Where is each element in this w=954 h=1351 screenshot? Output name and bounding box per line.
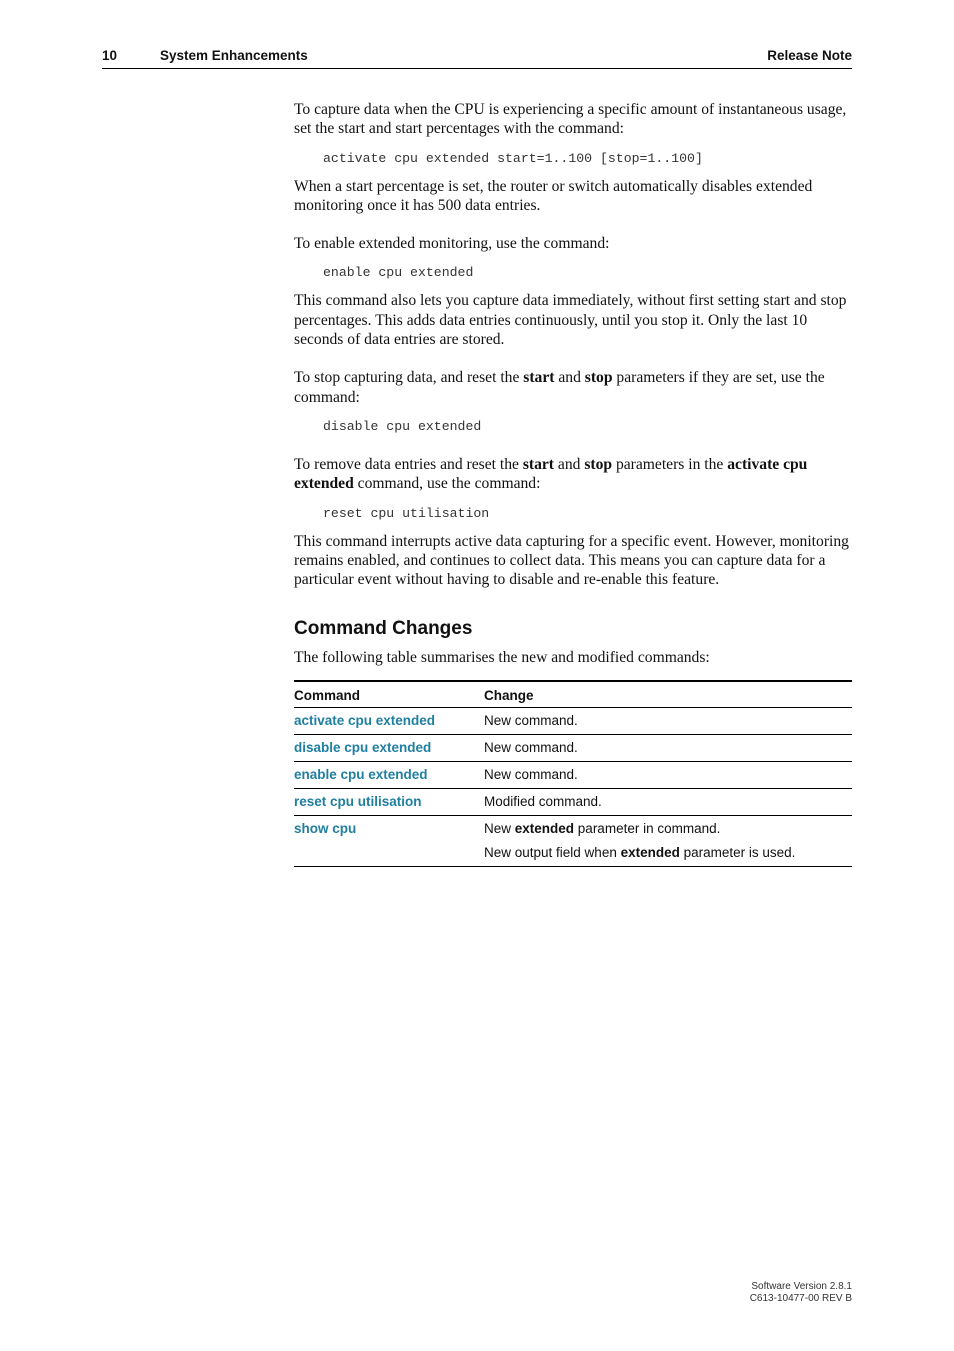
page-header <box>102 47 852 69</box>
page-number: 10 <box>102 48 118 63</box>
paragraph-1: To capture data when the CPU is experiencing a specific amount of instantaneous usage, set the start and start percentages with the command: <box>294 101 847 138</box>
change-cell: New command. <box>484 761 852 788</box>
text: parameter is used. <box>679 844 796 860</box>
doc-type: Release Note <box>767 48 852 63</box>
command-table <box>294 680 852 867</box>
bold-command: activate cpu extended <box>294 455 808 493</box>
column-header-command: Command <box>294 681 484 708</box>
text: To stop capturing data, and reset the <box>294 369 524 387</box>
section-heading: Command Changes <box>294 618 473 640</box>
paragraph-3: To enable extended monitoring, use the command: <box>294 235 610 253</box>
table-intro: The following table summarises the new and modified commands: <box>294 649 710 667</box>
bold-extended: extended <box>620 844 680 860</box>
table-header-row <box>294 681 852 708</box>
table-row <box>294 788 852 815</box>
command-link-enable-cpu-extended[interactable]: enable cpu extended <box>294 766 428 782</box>
paragraph-4: This command also lets you capture data immediately, without first setting start and stop percentages. This adds data entries continuously, until you stop it. Only the last 10 seconds of data entries are stored. <box>294 292 847 349</box>
code-reset: reset cpu utilisation <box>323 505 490 521</box>
change-cell: New command. <box>484 734 852 761</box>
code-disable: disable cpu extended <box>323 418 482 434</box>
table-row <box>294 707 852 734</box>
software-version: Software Version 2.8.1 <box>751 1281 852 1292</box>
command-link-activate-cpu-extended[interactable]: activate cpu extended <box>294 712 436 728</box>
text: and <box>554 369 585 387</box>
bold-start: start <box>523 369 555 387</box>
text: parameter in command. <box>574 820 721 836</box>
table-row <box>294 815 852 866</box>
text: parameters in the <box>612 455 728 473</box>
bold-start: start <box>522 455 555 473</box>
text: command, use the command: <box>353 475 541 493</box>
text: To remove data entries and reset the <box>294 455 523 473</box>
change-cell: New command. <box>484 707 852 734</box>
code-enable: enable cpu extended <box>323 265 474 281</box>
paragraph-6 <box>294 455 854 494</box>
bold-extended: extended <box>514 820 575 836</box>
text: parameters if they are set, use the command: <box>294 369 825 406</box>
bold-stop: stop <box>584 369 613 387</box>
command-link-disable-cpu-extended[interactable]: disable cpu extended <box>294 739 432 755</box>
change-line-1 <box>484 821 852 837</box>
command-link-show-cpu[interactable]: show cpu <box>294 820 357 836</box>
document-code: C613-10477-00 REV B <box>749 1293 852 1304</box>
bold-stop: stop <box>584 455 613 473</box>
command-link-reset-cpu-utilisation[interactable]: reset cpu utilisation <box>294 793 422 809</box>
section-title: System Enhancements <box>160 48 308 63</box>
table-row <box>294 761 852 788</box>
change-cell: Modified command. <box>484 788 852 815</box>
main-content <box>294 100 854 867</box>
paragraph-5 <box>294 368 854 407</box>
table-row <box>294 734 852 761</box>
change-cell <box>484 815 852 866</box>
paragraph-2: When a start percentage is set, the router or switch automatically disables extended monitoring once it has 500 data entries. <box>294 177 813 214</box>
column-header-change: Change <box>484 681 852 708</box>
text: and <box>554 455 585 473</box>
page-footer <box>750 1281 852 1305</box>
code-activate: activate cpu extended start=1..100 [stop=1..100] <box>323 150 703 166</box>
text: New output field when <box>484 844 621 860</box>
text: New <box>484 820 515 836</box>
change-line-2 <box>484 845 852 861</box>
paragraph-7: This command interrupts active data capturing for a specific event. However, monitoring remains enabled, and continues to collect data. This means you can capture data for a particular event without having to disable and re-enable this feature. <box>294 532 849 589</box>
